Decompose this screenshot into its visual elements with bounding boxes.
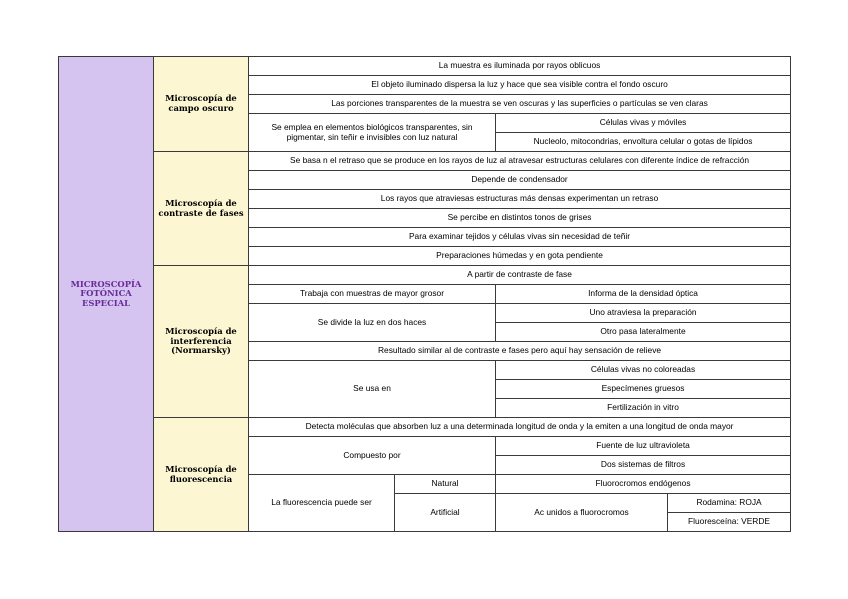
cell: Para examinar tejidos y células vivas sin necesidad de teñir bbox=[249, 228, 791, 247]
cell: Se basa n el retraso que se produce en los rayos de luz al atravesar estructuras celulares con diferente índice de refracción bbox=[249, 152, 791, 171]
cell: Se divide la luz en dos haces bbox=[249, 304, 496, 342]
cell: Otro pasa lateralmente bbox=[496, 323, 791, 342]
cell: La muestra es iluminada por rayos oblicuos bbox=[249, 57, 791, 76]
cell: Nucleolo, mitocondrias, envoltura celular o gotas de lípidos bbox=[496, 133, 791, 152]
cell: Trabaja con muestras de mayor grosor bbox=[249, 285, 496, 304]
cell: Dos sistemas de filtros bbox=[496, 456, 791, 475]
cell: Células vivas y móviles bbox=[496, 114, 791, 133]
cell: Informa de la densidad óptica bbox=[496, 285, 791, 304]
cell: Los rayos que atraviesas estructuras más densas experimentan un retraso bbox=[249, 190, 791, 209]
classification-table bbox=[58, 56, 791, 532]
cell: Se emplea en elementos biológicos transparentes, sin pigmentar, sin teñir e invisibles con luz natural bbox=[249, 114, 496, 152]
cell: Rodamina: ROJA bbox=[668, 494, 791, 513]
cell: Uno atraviesa la preparación bbox=[496, 304, 791, 323]
section-title-interferencia: Microscopía de interferencia (Normarsky) bbox=[154, 266, 249, 418]
cell: Fluoresceína: VERDE bbox=[668, 513, 791, 532]
section-title-campo-oscuro: Microscopía de campo oscuro bbox=[154, 57, 249, 152]
cell: Células vivas no coloreadas bbox=[496, 361, 791, 380]
cell: Las porciones transparentes de la muestra se ven oscuras y las superficies o partículas se ven claras bbox=[249, 95, 791, 114]
cell: Resultado similar al de contraste e fases pero aquí hay sensación de relieve bbox=[249, 342, 791, 361]
cell: Fertilización in vitro bbox=[496, 399, 791, 418]
cell: Depende de condensador bbox=[249, 171, 791, 190]
cell: A partir de contraste de fase bbox=[249, 266, 791, 285]
cell: Se usa en bbox=[249, 361, 496, 418]
cell: Fuente de luz ultravioleta bbox=[496, 437, 791, 456]
cell: Ac unidos a fluorocromos bbox=[496, 494, 668, 532]
cell: Especímenes gruesos bbox=[496, 380, 791, 399]
cell: Preparaciones húmedas y en gota pendiente bbox=[249, 247, 791, 266]
cell: Compuesto por bbox=[249, 437, 496, 475]
cell: La fluorescencia puede ser bbox=[249, 475, 395, 532]
cell: Fluorocromos endógenos bbox=[496, 475, 791, 494]
section-title-fluorescencia: Microscopía de fluorescencia bbox=[154, 418, 249, 532]
cell: Natural bbox=[395, 475, 496, 494]
section-title-contraste-fases: Microscopía de contraste de fases bbox=[154, 152, 249, 266]
cell: Artificial bbox=[395, 494, 496, 532]
cell: El objeto iluminado dispersa la luz y hace que sea visible contra el fondo oscuro bbox=[249, 76, 791, 95]
root-title-cell: MICROSCOPÍA FOTÓNICA ESPECIAL bbox=[59, 57, 154, 532]
cell: Detecta moléculas que absorben luz a una determinada longitud de onda y la emiten a una longitud de onda mayor bbox=[249, 418, 791, 437]
cell: Se percibe en distintos tonos de grises bbox=[249, 209, 791, 228]
